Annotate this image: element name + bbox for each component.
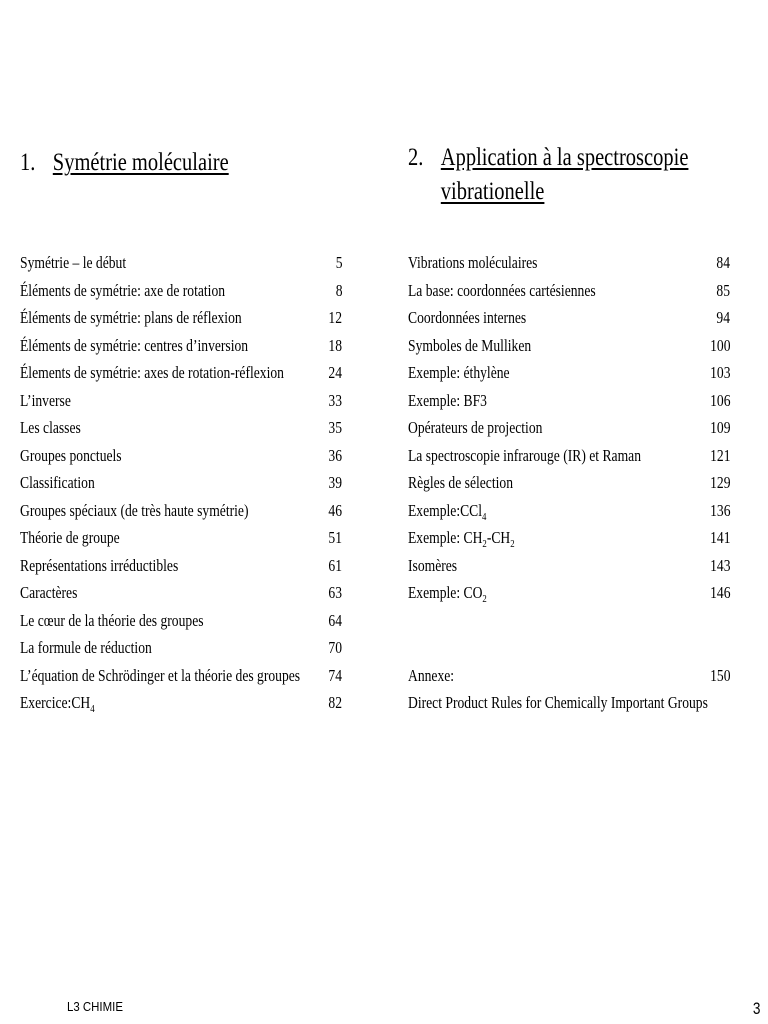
section-title xyxy=(441,141,689,209)
toc-entry[interactable] xyxy=(408,524,730,552)
section-title-line: Application à la spectroscopie xyxy=(440,144,689,171)
toc-entry-label: Symétrie – le début xyxy=(20,253,127,272)
toc-entry-page: 85 xyxy=(716,280,730,300)
spacer xyxy=(408,607,730,662)
toc-entry-label: L’inverse xyxy=(20,390,71,410)
toc-entry[interactable] xyxy=(408,304,730,332)
toc-entry-page: 33 xyxy=(328,390,342,410)
toc-entry-page: 150 xyxy=(709,665,730,685)
toc-entry[interactable] xyxy=(20,304,342,332)
toc-entry[interactable] xyxy=(408,359,730,387)
toc-entry[interactable] xyxy=(20,414,342,442)
toc-entry-page: 74 xyxy=(328,665,342,685)
toc-entry-page: 84 xyxy=(716,253,730,272)
toc-entry[interactable] xyxy=(408,387,730,415)
toc-entry-page: 36 xyxy=(328,445,342,465)
section-number: 1. xyxy=(20,149,36,176)
toc-entry-label xyxy=(20,689,95,717)
toc-entry[interactable] xyxy=(20,469,342,497)
toc-entry-page: 12 xyxy=(328,308,342,327)
formula-text: -CH xyxy=(486,528,511,547)
toc-entry[interactable] xyxy=(408,469,730,497)
toc-entry[interactable] xyxy=(20,634,342,662)
toc-entry-page: 82 xyxy=(328,693,342,712)
toc-entry[interactable] xyxy=(408,414,730,442)
toc-entry-label: Direct Product Rules for Chemically Important Groups xyxy=(408,693,708,712)
toc-entry-label: Classification xyxy=(20,473,95,492)
toc-entry[interactable] xyxy=(408,442,730,470)
formula-text: Exemple: CO xyxy=(408,583,483,602)
toc-entry[interactable] xyxy=(20,689,342,717)
toc-entry-label: Éléments de symétrie: centres d’inversion xyxy=(20,335,249,355)
formula-text: Exemple:CCl xyxy=(408,500,483,520)
toc-entry-page: 146 xyxy=(709,583,730,602)
toc-entry-page: 100 xyxy=(709,335,730,355)
section-heading xyxy=(20,146,229,180)
toc-entry-page: 61 xyxy=(328,555,342,575)
toc-entry-label: Symboles de Mulliken xyxy=(408,335,532,355)
toc-entry-label: Isomères xyxy=(408,555,458,575)
toc-entry-label: La base: coordonnées cartésiennes xyxy=(408,280,596,300)
toc-entry-page: 103 xyxy=(709,363,730,382)
toc-entry-page: 141 xyxy=(709,528,730,547)
toc-entry-label: Vibrations moléculaires xyxy=(408,253,538,272)
toc-entry[interactable] xyxy=(408,497,730,525)
toc-entry[interactable] xyxy=(20,607,342,635)
toc-entry[interactable] xyxy=(408,552,730,580)
toc-entry-label: Groupes ponctuels xyxy=(20,445,122,465)
toc-entry-page: 129 xyxy=(709,473,730,492)
toc-entry-label xyxy=(408,497,486,525)
toc-entry-label: Coordonnées internes xyxy=(408,308,527,327)
toc-entry-label: Éléments de symétrie: axe de rotation xyxy=(20,280,226,300)
toc-entry-label: Éléments de symétrie: plans de réflexion xyxy=(20,308,242,327)
toc-entry-label: Groupes spéciaux (de très haute symétrie) xyxy=(20,500,249,520)
toc-entry[interactable] xyxy=(20,579,342,607)
toc-entry-label: Exemple: BF3 xyxy=(408,390,487,410)
toc-entry-page: 18 xyxy=(328,335,342,355)
toc-entry-page: 121 xyxy=(709,445,730,465)
toc-entry-label: Les classes xyxy=(20,418,81,437)
toc-entry-label: Opérateurs de projection xyxy=(408,418,543,437)
toc-entry-page: 70 xyxy=(328,638,342,657)
toc-entry-page: 8 xyxy=(335,280,342,300)
section-heading xyxy=(408,141,688,209)
toc-entry-page: 136 xyxy=(709,500,730,520)
section-number: 2. xyxy=(408,144,424,171)
toc-list xyxy=(408,249,730,717)
toc-entry-label: L’équation de Schrödinger et la théorie des groupes xyxy=(20,665,301,685)
toc-entry-page: 94 xyxy=(716,308,730,327)
toc-entry-label: La spectroscopie infrarouge (IR) et Raman xyxy=(408,445,641,465)
toc-entry[interactable] xyxy=(408,689,730,717)
toc-entry-label: Représentations irréductibles xyxy=(20,555,179,575)
toc-list xyxy=(20,249,342,717)
toc-entry[interactable] xyxy=(20,552,342,580)
toc-entry-label: La formule de réduction xyxy=(20,638,152,657)
page-number: 3 xyxy=(752,999,760,1018)
toc-entry-page: 106 xyxy=(709,390,730,410)
section-title: Symétrie moléculaire xyxy=(52,149,229,176)
toc-entry-label: Théorie de groupe xyxy=(20,528,120,547)
toc-entry[interactable] xyxy=(20,662,342,690)
formula-subscript: 4 xyxy=(90,703,95,715)
toc-entry[interactable] xyxy=(408,579,730,607)
toc-entry[interactable] xyxy=(408,277,730,305)
toc-entry-label: Annexe: xyxy=(408,665,455,685)
toc-entry-page: 63 xyxy=(328,583,342,602)
toc-entry-label xyxy=(408,524,515,552)
footer-course-label: L3 CHIMIE xyxy=(67,999,123,1014)
toc-entry-page: 39 xyxy=(328,473,342,492)
toc-entry-page: 143 xyxy=(709,555,730,575)
formula-subscript: 2 xyxy=(482,538,487,550)
toc-entry[interactable] xyxy=(20,387,342,415)
toc-entry-label xyxy=(408,579,487,607)
toc-entry[interactable] xyxy=(20,277,342,305)
toc-entry[interactable] xyxy=(20,442,342,470)
section-title-line: vibrationelle xyxy=(440,178,545,205)
toc-entry-label: Règles de sélection xyxy=(408,473,513,492)
formula-subscript: 4 xyxy=(482,510,487,523)
toc-entry[interactable] xyxy=(408,249,730,277)
toc-entry[interactable] xyxy=(20,332,342,360)
toc-entry[interactable] xyxy=(20,524,342,552)
toc-entry-label: Exemple: éthylène xyxy=(408,363,510,382)
toc-entry-page: 109 xyxy=(709,418,730,437)
toc-entry-page: 64 xyxy=(328,610,342,630)
toc-entry-page: 24 xyxy=(328,363,342,382)
toc-entry-page: 51 xyxy=(328,528,342,547)
toc-entry-page: 35 xyxy=(328,418,342,437)
toc-entry-label: Caractères xyxy=(20,583,78,602)
toc-entry-page: 5 xyxy=(335,253,342,272)
toc-entry-page: 46 xyxy=(328,500,342,520)
toc-entry-label: Le cœur de la théorie des groupes xyxy=(20,610,204,630)
toc-entry-label: Élements de symétrie: axes de rotation-réflexion xyxy=(20,363,284,382)
toc-entry[interactable] xyxy=(20,359,342,387)
toc-entry[interactable] xyxy=(20,249,342,277)
toc-entry[interactable] xyxy=(20,497,342,525)
formula-text: Exercice:CH xyxy=(20,693,91,712)
formula-text: Exemple: CH xyxy=(408,528,483,547)
toc-entry-annex[interactable] xyxy=(408,662,730,690)
toc-entry[interactable] xyxy=(408,332,730,360)
formula-subscript: 2 xyxy=(510,538,515,550)
formula-subscript: 2 xyxy=(482,593,487,605)
